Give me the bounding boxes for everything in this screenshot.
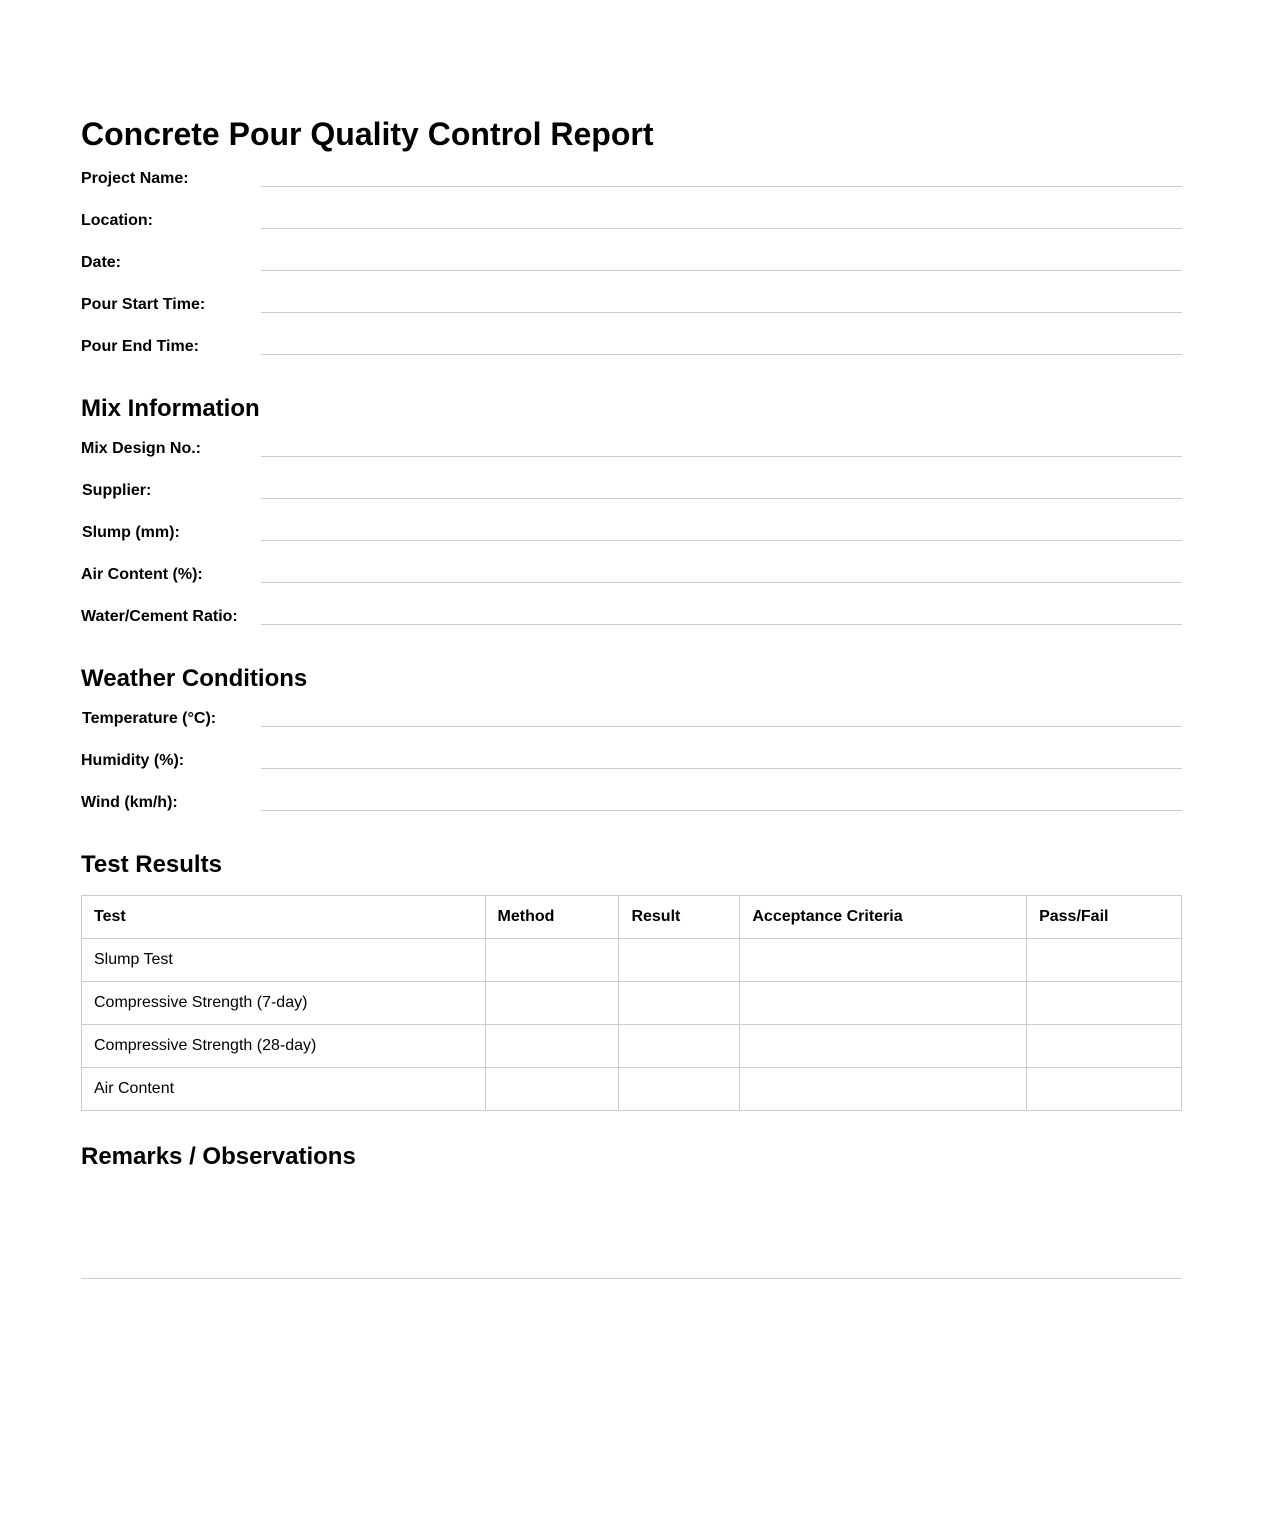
pour-end-time-field: [81, 337, 1182, 379]
acceptance-criteria-cell[interactable]: [740, 939, 1027, 982]
project-name-label: Project Name:: [81, 170, 189, 187]
table-row: [82, 982, 1182, 1025]
table-row: [82, 1025, 1182, 1068]
column-header-pass-fail: Pass/Fail: [1027, 896, 1182, 939]
method-cell[interactable]: [485, 1025, 619, 1068]
supplier-label: Supplier:: [82, 482, 152, 499]
slump-label: Slump (mm):: [82, 524, 180, 541]
test-name-cell: Slump Test: [82, 939, 486, 982]
temperature-label: Temperature (°C):: [82, 710, 217, 727]
slump-input[interactable]: [261, 520, 1182, 540]
pass-fail-cell[interactable]: [1027, 982, 1182, 1025]
pass-fail-cell[interactable]: [1027, 939, 1182, 982]
mix-design-no-input[interactable]: [261, 436, 1182, 456]
water-cement-ratio-input[interactable]: [261, 604, 1182, 624]
table-header-row: [82, 896, 1182, 939]
pass-fail-cell[interactable]: [1027, 1068, 1182, 1111]
acceptance-criteria-cell[interactable]: [740, 1025, 1027, 1068]
mix-design-no-field: [81, 439, 1182, 481]
column-header-acceptance-criteria: Acceptance Criteria: [740, 896, 1027, 939]
weather-conditions-heading: Weather Conditions: [81, 665, 308, 692]
method-cell[interactable]: [485, 939, 619, 982]
temperature-field: [81, 709, 1182, 751]
temperature-input[interactable]: [261, 706, 1182, 726]
method-cell[interactable]: [485, 982, 619, 1025]
project-name-input[interactable]: [261, 166, 1182, 186]
column-header-result: Result: [619, 896, 740, 939]
acceptance-criteria-cell[interactable]: [740, 1068, 1027, 1111]
method-cell[interactable]: [485, 1068, 619, 1111]
pour-start-time-input[interactable]: [261, 292, 1182, 312]
date-label: Date:: [81, 254, 122, 271]
water-cement-ratio-field: [81, 607, 1182, 649]
remarks-area: [81, 1190, 1182, 1279]
table-row: [82, 939, 1182, 982]
report-title: Concrete Pour Quality Control Report: [81, 116, 654, 152]
humidity-input[interactable]: [261, 748, 1182, 768]
test-name-cell: Compressive Strength (7-day): [82, 982, 486, 1025]
column-header-test: Test: [82, 896, 486, 939]
slump-field: [81, 523, 1182, 565]
wind-field: [81, 793, 1182, 835]
date-input[interactable]: [261, 250, 1182, 270]
location-label: Location:: [81, 212, 153, 229]
result-cell[interactable]: [619, 939, 740, 982]
water-cement-ratio-label: Water/Cement Ratio:: [81, 608, 238, 625]
wind-input[interactable]: [261, 790, 1182, 810]
wind-label: Wind (km/h):: [81, 794, 178, 811]
result-cell[interactable]: [619, 1068, 740, 1111]
result-cell[interactable]: [619, 1025, 740, 1068]
remarks-heading: Remarks / Observations: [81, 1143, 356, 1170]
date-field: [81, 253, 1182, 295]
pour-end-time-input[interactable]: [261, 334, 1182, 354]
table-row: [82, 1068, 1182, 1111]
mix-information-heading: Mix Information: [81, 395, 260, 422]
test-results-table: [81, 895, 1182, 1111]
pour-start-time-field: [81, 295, 1182, 337]
acceptance-criteria-cell[interactable]: [740, 982, 1027, 1025]
humidity-label: Humidity (%):: [81, 752, 185, 769]
pass-fail-cell[interactable]: [1027, 1025, 1182, 1068]
air-content-field: [81, 565, 1182, 607]
pour-end-time-label: Pour End Time:: [81, 338, 199, 355]
column-header-method: Method: [485, 896, 619, 939]
location-input[interactable]: [261, 208, 1182, 228]
test-name-cell: Air Content: [82, 1068, 486, 1111]
mix-design-no-label: Mix Design No.:: [81, 440, 202, 457]
test-results-heading: Test Results: [81, 851, 222, 878]
air-content-input[interactable]: [261, 562, 1182, 582]
supplier-input[interactable]: [261, 478, 1182, 498]
remarks-textarea[interactable]: [81, 1190, 1182, 1278]
humidity-field: [81, 751, 1182, 793]
supplier-field: [81, 481, 1182, 523]
air-content-label: Air Content (%):: [81, 566, 203, 583]
location-field: [81, 211, 1182, 253]
pour-start-time-label: Pour Start Time:: [81, 296, 206, 313]
result-cell[interactable]: [619, 982, 740, 1025]
project-name-field: [81, 169, 1182, 211]
test-name-cell: Compressive Strength (28-day): [82, 1025, 486, 1068]
